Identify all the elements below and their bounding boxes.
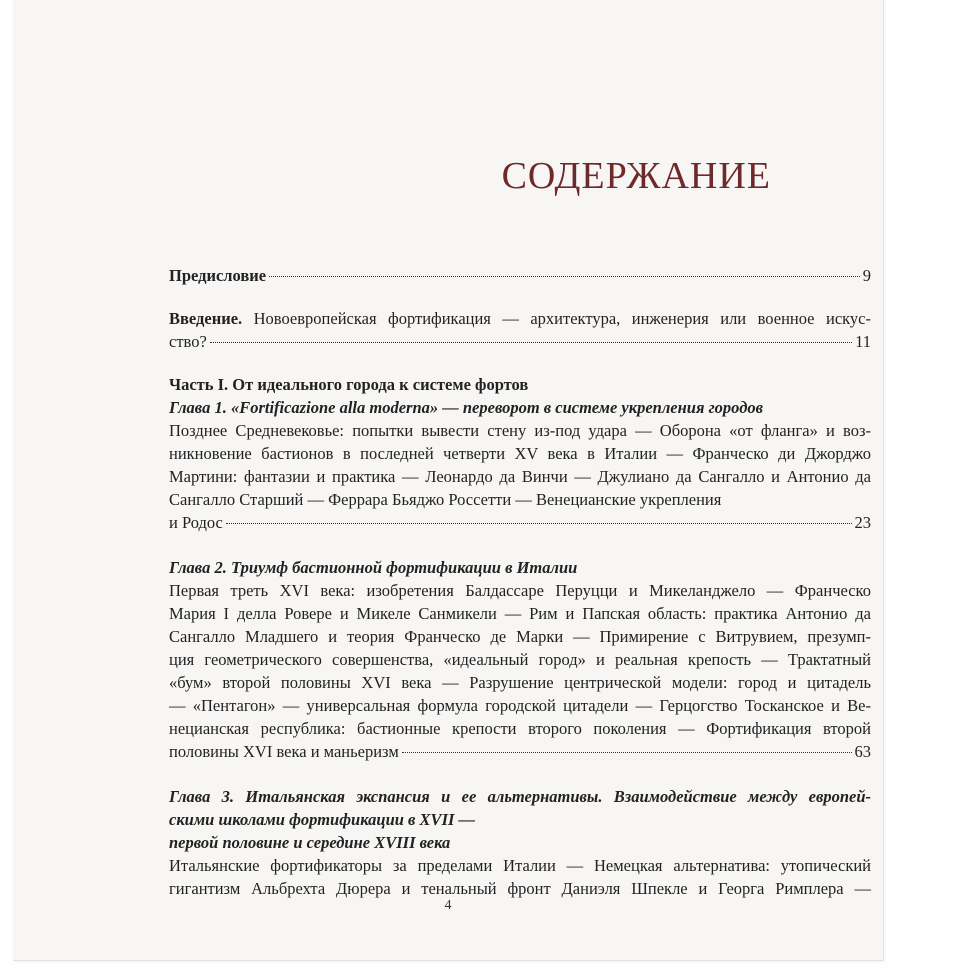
table-of-contents [169,264,871,920]
chapter-3-heading-line: первой половине и середине XVIII века [169,833,451,852]
chapter-1-heading: Глава 1. «Fortificazione alla moderna» — переворот в системе укрепления городов [169,398,764,417]
chapter-1-line: никновение бастионов в последней четверти XV века в Италии — Франческо ди Джорджо [169,444,871,463]
toc-entry-preface [169,264,871,287]
toc-entry-introduction [169,307,871,353]
leader-dots [210,342,852,343]
chapter-1-page-number: 23 [854,513,871,532]
toc-entry-chapter-3 [169,785,871,900]
page-title: СОДЕРЖАНИЕ [501,155,771,197]
chapter-2-line: — «Пентагон» — универсальная формула городской цитадели — Герцогство Тосканское и Ве- [169,696,871,715]
chapter-2-line: ция геометрического совершенства, «идеальный город» и реальная крепость — Трактатный [169,650,871,669]
page-number-folio: 4 [444,898,452,913]
chapter-2-page-number: 63 [854,742,871,761]
intro-text-line-1: Новоевропейская фортификация — архитектура, инженерия или военное искус- [253,309,871,328]
preface-label: Предисловие [169,266,267,285]
chapter-1-last-line: и Родос [169,513,223,532]
intro-label: Введение. [169,309,243,328]
toc-leader-line [169,330,871,353]
chapter-2-line: нецианская республика: бастионные крепости второго поколения — Фортификация второй [169,719,871,738]
chapter-3-line: гигантизм Альбрехта Дюрера и тенальный фронт Даниэля Шпекле и Георга Римплера — [169,879,871,898]
leader-dots [226,523,852,524]
chapter-3-heading-line: Глава 3. Итальянская экспансия и ее альтернативы. Взаимодействие между европей- [169,787,871,806]
toc-leader-line [169,511,871,534]
intro-line-1 [169,307,871,330]
toc-leader-line [169,740,871,763]
chapter-2-heading: Глава 2. Триумф бастионной фортификации в Италии [169,558,578,577]
intro-text-line-2: ство? [169,332,207,351]
chapter-1-line: Позднее Средневековье: попытки вывести стену из-под удара — Оборона «от фланга» и воз- [169,421,871,440]
leader-dots [402,752,852,753]
toc-entry-chapter-1 [169,373,871,534]
chapter-2-line: Мария I делла Ровере и Микеле Санмикели — Рим и Папская область: практика Антонио да [169,604,871,623]
chapter-3-heading-line: скими школами фортификации в XVII — [169,810,476,829]
chapter-2-line: Сангалло Младшего и теория Франческо де Марки — Примирение с Витрувием, презумп- [169,627,871,646]
leader-dots [269,276,860,277]
chapter-2-line: Первая треть XVI века: изобретения Балдассаре Перуцци и Микеланджело — Франческо [169,581,871,600]
toc-leader-line [169,264,871,287]
part-1-heading: Часть I. От идеального города к системе фортов [169,375,529,394]
chapter-3-line: Итальянские фортификаторы за пределами Италии — Немецкая альтернатива: утопический [169,856,871,875]
book-page [13,0,884,961]
chapter-1-line: Мартини: фантазии и практика — Леонардо да Винчи — Джулиано да Сангалло и Антонио да [169,467,871,486]
preface-page-number: 9 [862,266,871,285]
chapter-2-line: «бум» второй половины XVI века — Разрушение центрической модели: город и цитадель [169,673,871,692]
toc-entry-chapter-2 [169,556,871,763]
chapter-2-last-line: половины XVI века и маньеризм [169,742,399,761]
chapter-1-line: Сангалло Старший — Феррара Бьяджо Россетти — Венецианские укрепления [169,490,722,509]
intro-page-number: 11 [855,332,871,351]
